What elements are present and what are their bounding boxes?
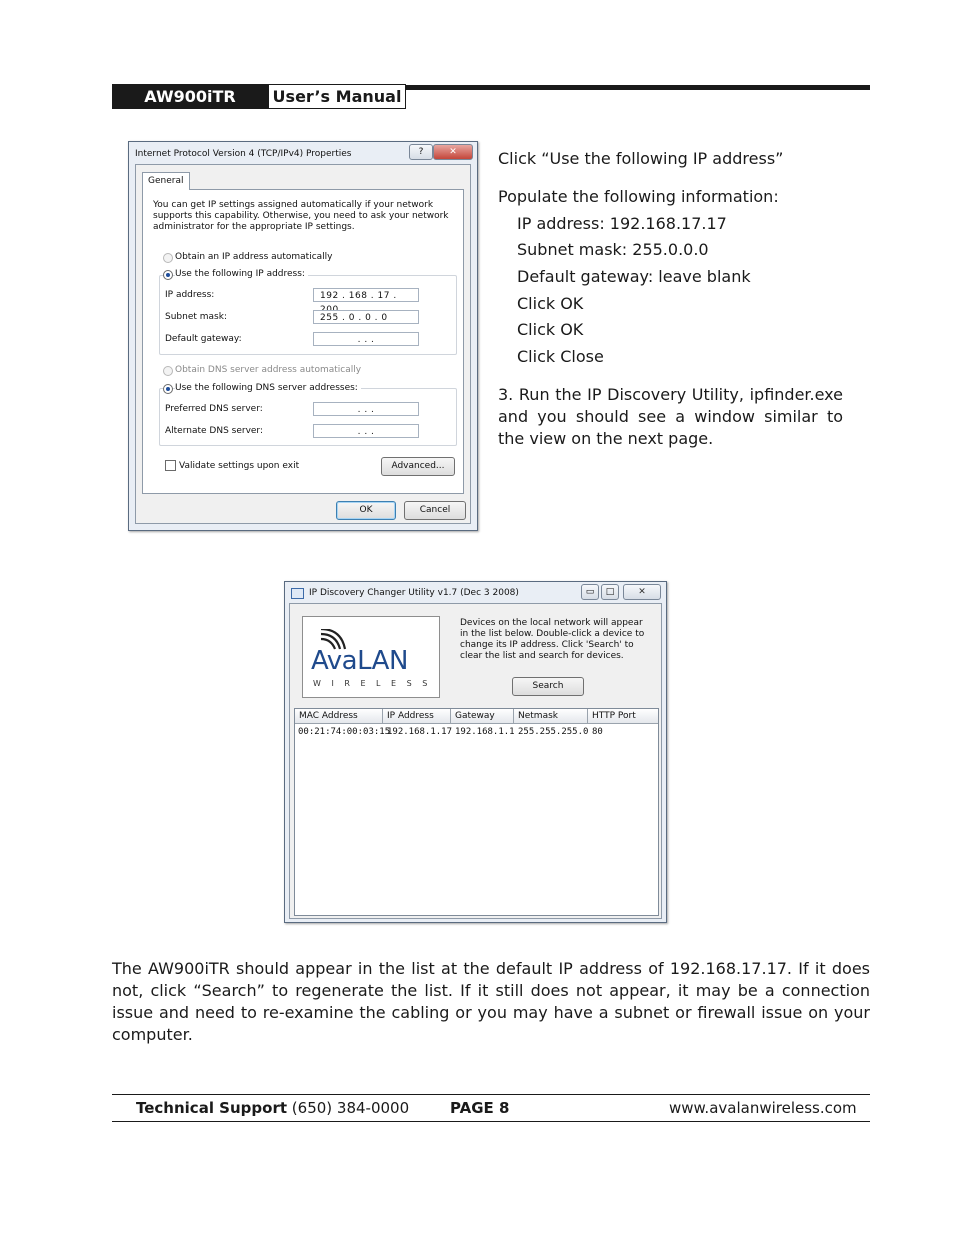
instruction-item: Click OK: [517, 320, 584, 339]
footer-page-number: PAGE 8: [450, 1099, 510, 1117]
alternate-dns-field[interactable]: . . .: [313, 424, 419, 438]
maximize-icon: □: [605, 587, 615, 597]
subnet-mask-field[interactable]: 255 . 0 . 0 . 0: [313, 310, 419, 324]
ok-button[interactable]: OK: [336, 501, 396, 520]
maximize-button[interactable]: [601, 584, 619, 600]
radio-use-ip[interactable]: [163, 270, 173, 280]
footer-website[interactable]: www.avalanwireless.com: [669, 1099, 857, 1117]
instruction-item: Default gateway: leave blank: [517, 267, 751, 286]
dialog-body: [135, 164, 471, 524]
instruction-item: Click Close: [517, 347, 604, 366]
window-title: IP Discovery Changer Utility v1.7 (Dec 3 2008): [309, 588, 519, 598]
footer-support: [136, 1099, 409, 1117]
radio-use-dns-label: Use the following DNS server addresses:: [175, 383, 361, 393]
radio-obtain-dns-auto-label: Obtain DNS server address automatically: [175, 365, 362, 375]
radio-obtain-ip-auto[interactable]: [163, 253, 173, 263]
intro-text: You can get IP settings assigned automatically if your network supports this capability. Otherwise, you need to ask your network administrator for the appropriate IP settings.: [153, 200, 449, 232]
instruction-step-3: 3. Run the IP Discovery Utility, ipfinder.exe and you should see a window similar to the view on the next page.: [498, 385, 843, 448]
tab-general[interactable]: General: [142, 172, 190, 190]
preferred-dns-field[interactable]: . . .: [313, 402, 419, 416]
column-header-gateway[interactable]: Gateway: [451, 709, 514, 723]
ip-discovery-window: [284, 581, 667, 923]
advanced-button[interactable]: Advanced...: [381, 457, 455, 476]
footer-bottom-rule: [112, 1121, 870, 1122]
header-manual-title: User’s Manual: [268, 84, 406, 109]
minimize-button[interactable]: [581, 584, 599, 600]
default-gateway-field[interactable]: . . .: [313, 332, 419, 346]
subnet-mask-label: Subnet mask:: [165, 312, 227, 322]
cell-gateway: 192.168.1.1: [455, 727, 515, 737]
instruction-populate: Populate the following information:: [498, 187, 779, 206]
validate-checkbox[interactable]: [165, 460, 176, 471]
instruction-item: Subnet mask: 255.0.0.0: [517, 240, 709, 259]
avalan-logo-box: [302, 616, 440, 698]
cell-mac: 00:21:74:00:03:15: [298, 727, 391, 737]
close-icon: ✕: [449, 147, 457, 157]
instruction-item: IP address: 192.168.17.17: [517, 214, 727, 233]
search-button[interactable]: Search: [512, 677, 584, 696]
column-header-mac[interactable]: MAC Address: [295, 709, 383, 723]
default-gateway-label: Default gateway:: [165, 334, 242, 344]
help-icon: ?: [418, 147, 424, 157]
close-button[interactable]: [433, 144, 473, 160]
radio-use-ip-label: Use the following IP address:: [175, 269, 308, 279]
help-button[interactable]: [409, 144, 433, 160]
header-bottom-border: [295, 723, 658, 724]
alternate-dns-label: Alternate DNS server:: [165, 426, 264, 436]
logo-lan: LAN: [357, 646, 408, 676]
logo-ava: Ava: [311, 646, 358, 676]
radio-use-dns[interactable]: [163, 384, 173, 394]
tab-panel: [142, 189, 464, 494]
logo-wireless: W I R E L E S S: [313, 679, 432, 688]
cancel-button[interactable]: Cancel: [404, 501, 466, 520]
cell-netmask: 255.255.255.0: [518, 727, 589, 737]
validate-checkbox-label: Validate settings upon exit: [179, 461, 300, 471]
footer-support-label: Technical Support: [136, 1099, 288, 1117]
footer-top-rule: [112, 1094, 870, 1095]
header-model: AW900iTR: [112, 84, 268, 109]
body-paragraph: The AW900iTR should appear in the list at the default IP address of 192.168.17.17. If it does not, click “Search” to regenerate the list. If it still does not appear, it may be a connection issue and need to re-examine the cabling or you may have a subnet or firewall issue on your computer.: [112, 959, 870, 1044]
search-description: Devices on the local network will appear in the list below. Double-click a device to change its IP address. Click 'Search' to clear the list and search for devices.: [460, 618, 645, 661]
cell-http-port: 80: [592, 727, 603, 737]
radio-obtain-dns-auto[interactable]: [163, 366, 173, 376]
table-row[interactable]: [295, 725, 658, 739]
cell-ip: 192.168.1.17: [387, 727, 453, 737]
instruction-item: Click OK: [517, 294, 584, 313]
window-body: [289, 603, 662, 919]
avalan-logo: [311, 647, 408, 675]
close-button[interactable]: [623, 584, 661, 600]
footer-support-phone: (650) 384-0000: [291, 1099, 410, 1117]
app-icon: [291, 588, 304, 599]
header-rule: [405, 85, 870, 90]
device-list[interactable]: [294, 708, 659, 916]
close-icon: ✕: [638, 587, 646, 597]
column-header-netmask[interactable]: Netmask: [514, 709, 588, 723]
instruction-click-use-ip: Click “Use the following IP address”: [498, 149, 784, 168]
column-header-http-port[interactable]: HTTP Port: [588, 709, 658, 723]
radio-obtain-ip-auto-label: Obtain an IP address automatically: [175, 252, 333, 262]
ipv4-properties-dialog: [128, 141, 478, 531]
ip-address-field[interactable]: 192 . 168 . 17 .: [313, 288, 419, 302]
minimize-icon: ▭: [585, 587, 595, 597]
column-header-ip[interactable]: IP Address: [383, 709, 451, 723]
preferred-dns-label: Preferred DNS server:: [165, 404, 263, 414]
ip-address-label: IP address:: [165, 290, 215, 300]
dialog-title: Internet Protocol Version 4 (TCP/IPv4) Properties: [135, 149, 352, 159]
